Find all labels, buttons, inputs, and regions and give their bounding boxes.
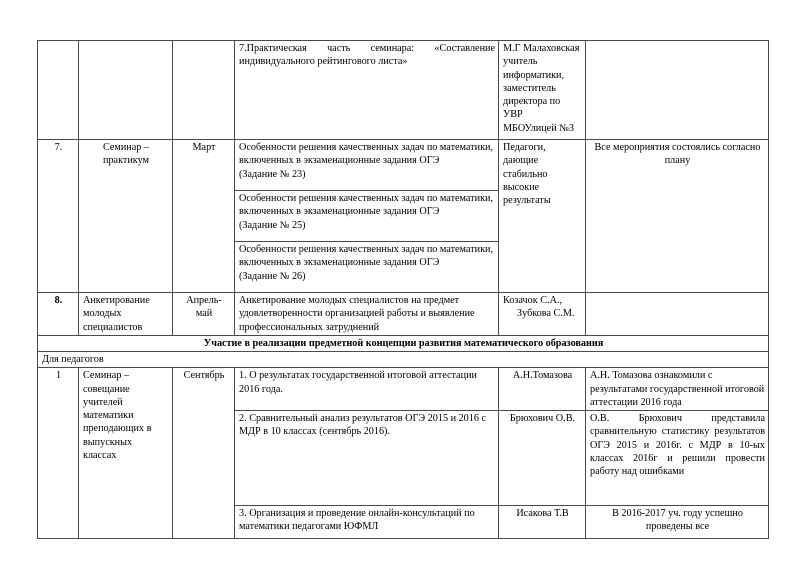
section-header: Участие в реализации предметной концепции развития математического образования	[38, 335, 769, 351]
cell-form	[79, 140, 173, 293]
responsible-line: УВР	[503, 109, 523, 121]
form-line: классах	[83, 449, 117, 461]
responsible-line: МБОУлицей №3	[503, 122, 575, 134]
cell-responsible: Брюхович О.В.	[499, 411, 586, 506]
cell-content	[235, 191, 499, 242]
cell-term: Март	[173, 140, 235, 293]
cell-responsible: А.Н.Томазова	[499, 368, 586, 411]
cell-content: 2. Сравнительный анализ результатов ОГЭ 2015 и 2016 с МДР в 10 классах (сентябрь 2016).	[235, 411, 499, 506]
content-task: (Задание № 26)	[239, 270, 306, 282]
table-row	[38, 293, 769, 336]
form-line: Анкетирование	[83, 295, 150, 306]
cell-content: Анкетирование молодых специалистов на предмет удовлетворенности организацией работы и выявление профессиональных затруднений	[235, 293, 499, 336]
form-line: практикум	[103, 155, 149, 167]
content-task: (Задание № 23)	[239, 168, 306, 180]
content-text: Особенности решения качественных задач по математики, включенных в экзаменационные задания ОГЭ	[239, 244, 494, 269]
cell-responsible	[499, 41, 586, 140]
cell-result: О.В. Брюхович представила сравнительную статистику результатов ОГЭ 2015 и 2016г. с МДР в 10-ых классах 2016г и решили провести работу над ошибками	[586, 411, 769, 506]
cell-responsible	[499, 293, 586, 336]
cell-result	[586, 41, 769, 140]
cell-form	[79, 41, 173, 140]
form-line: молодых	[83, 308, 122, 320]
form-line: Семинар –	[102, 142, 150, 153]
cell-term: Сентябрь	[173, 368, 235, 539]
responsible-line: Педагоги,	[503, 142, 546, 153]
cell-content: 3. Организация и проведение онлайн-консультаций по математики педагогами ЮФМЛ	[235, 506, 499, 539]
cell-num: 7.	[38, 140, 79, 293]
responsible-line: директора по	[503, 96, 561, 107]
subsection-header-row	[38, 352, 769, 368]
content-text: Особенности решения качественных задач по математики, включенных в экзаменационные задания ОГЭ	[239, 142, 494, 167]
responsible-line: дающие	[503, 155, 539, 167]
responsible-line: Козачок С.А.,	[503, 295, 563, 306]
subsection-header: Для педагогов	[38, 352, 769, 368]
cell-num	[38, 41, 79, 140]
cell-term	[173, 41, 235, 140]
cell-result: А.Н. Томазова ознакомили с результатами государственной итоговой аттестации 2016 года	[586, 368, 769, 411]
cell-content	[235, 242, 499, 293]
form-line: специалистов	[83, 321, 143, 333]
content-text: Особенности решения качественных задач по математики, включенных в экзаменационные задания ОГЭ	[239, 193, 494, 218]
responsible-line: учитель	[503, 56, 538, 68]
responsible-line: результаты	[503, 195, 551, 206]
responsible-line: М.Г Малаховская	[503, 43, 580, 54]
cell-result: В 2016-2017 уч. году успешно проведены все	[586, 506, 769, 539]
table-row	[38, 368, 769, 411]
cell-responsible	[499, 140, 586, 293]
cell-content: 7.Практическая часть семинара: «Составление индивидуального рейтингового листа»	[235, 41, 499, 140]
cell-responsible: Исакова Т.В	[499, 506, 586, 539]
content-task: (Задание № 25)	[239, 219, 306, 231]
responsible-line: заместитель	[503, 82, 556, 94]
form-line: математики	[83, 410, 134, 421]
cell-term	[173, 293, 235, 336]
responsible-line: высокие	[503, 181, 540, 193]
cell-num: 8.	[38, 293, 79, 336]
cell-content: 1. О результатах государственной итоговой аттестации 2016 года.	[235, 368, 499, 411]
cell-num: 1	[38, 368, 79, 539]
cell-form	[79, 368, 173, 539]
term-line: Апрель-	[186, 295, 222, 306]
table-row	[38, 140, 769, 191]
section-header-row	[38, 335, 769, 351]
form-line: учителей	[83, 396, 123, 408]
cell-content	[235, 140, 499, 191]
plan-table	[37, 40, 769, 539]
responsible-line: стабильно	[503, 168, 548, 180]
cell-result	[586, 293, 769, 336]
cell-result: Все мероприятия состоялись согласно плану	[586, 140, 769, 293]
cell-form	[79, 293, 173, 336]
form-line: Семинар –	[83, 370, 130, 382]
term-line: май	[195, 308, 213, 320]
form-line: совещание	[83, 383, 130, 395]
table-row	[38, 41, 769, 140]
form-line: выпускных	[83, 436, 133, 448]
responsible-line: Зубкова С.М.	[517, 308, 575, 320]
form-line: преподающих в	[83, 423, 152, 435]
responsible-line: информатики,	[503, 69, 565, 81]
